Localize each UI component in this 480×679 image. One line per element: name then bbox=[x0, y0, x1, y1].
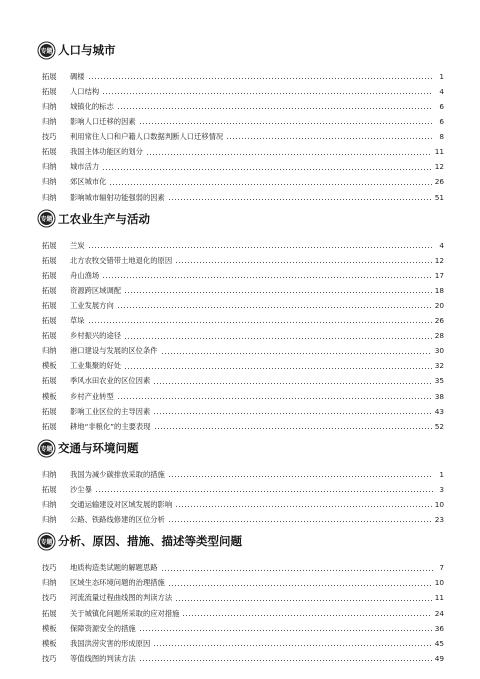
entry-page-number: 49 bbox=[434, 653, 444, 663]
toc-section-industry-agriculture bbox=[40, 209, 444, 430]
entry-page-number: 24 bbox=[434, 608, 444, 618]
entry-title: 兰炭 bbox=[70, 240, 85, 250]
entry-page-number: 3 bbox=[439, 484, 444, 494]
entry-title: 季风水田农业的区位因素 bbox=[70, 376, 151, 386]
toc-entry[interactable] bbox=[40, 80, 444, 95]
entry-page-number: 23 bbox=[434, 515, 444, 525]
toc-entry[interactable] bbox=[40, 370, 444, 385]
dot-leader bbox=[88, 322, 432, 323]
entry-title: 影响城市辐射功能强弱的因素 bbox=[70, 192, 165, 202]
entry-page-number: 7 bbox=[439, 563, 444, 573]
entry-title: 公路、铁路线修建的区位分析 bbox=[70, 515, 165, 525]
entry-title: 乡村产业转型 bbox=[70, 391, 114, 401]
entry-tag: 归纳 bbox=[42, 162, 57, 172]
entry-title: 人口结构 bbox=[70, 86, 100, 96]
entry-tag: 归纳 bbox=[42, 177, 57, 187]
entry-page-number: 43 bbox=[434, 406, 444, 416]
toc-entry[interactable] bbox=[40, 340, 444, 355]
entry-tag: 技巧 bbox=[42, 132, 57, 142]
dot-leader bbox=[175, 600, 432, 601]
entry-page-number: 4 bbox=[439, 86, 444, 96]
dot-leader bbox=[95, 491, 433, 492]
toc-entry[interactable] bbox=[40, 572, 444, 587]
entry-title: 影响人口迁移的因素 bbox=[70, 117, 136, 127]
entry-tag: 拓展 bbox=[42, 86, 57, 96]
entry-page-number: 38 bbox=[434, 391, 444, 401]
entry-page-number: 11 bbox=[434, 147, 444, 157]
entry-page-number: 10 bbox=[434, 578, 444, 588]
dot-leader bbox=[168, 476, 433, 477]
entry-title: 我国主体功能区的划分 bbox=[70, 147, 143, 157]
entry-title: 耕地“非粮化”的主要表现 bbox=[70, 421, 151, 431]
entry-title: 地质构造类试题的解题思路 bbox=[70, 563, 158, 573]
entry-page-number: 51 bbox=[434, 192, 444, 202]
entry-title: 北方农牧交错带土地退化的原因 bbox=[70, 255, 173, 265]
entry-tag: 拓展 bbox=[42, 285, 57, 295]
entry-tag: 技巧 bbox=[42, 593, 57, 603]
dot-leader bbox=[168, 521, 432, 522]
entry-page-number: 32 bbox=[434, 361, 444, 371]
toc-entry[interactable] bbox=[40, 186, 444, 201]
toc-entry[interactable] bbox=[40, 264, 444, 279]
dot-leader bbox=[139, 660, 432, 661]
entry-title: 城镇化的标志 bbox=[70, 101, 114, 111]
section-header bbox=[40, 40, 444, 60]
entry-title: 乡村振兴的途径 bbox=[70, 331, 122, 341]
dot-leader bbox=[175, 506, 432, 507]
dot-leader bbox=[226, 138, 433, 139]
entry-page-number: 18 bbox=[434, 285, 444, 295]
toc-entry[interactable] bbox=[40, 647, 444, 662]
entry-title: 工业发展方向 bbox=[70, 301, 114, 311]
toc-entry[interactable] bbox=[40, 65, 444, 80]
entry-page-number: 26 bbox=[434, 316, 444, 326]
toc-entry[interactable] bbox=[40, 617, 444, 632]
entry-title: 区域生态环境问题的治理措施 bbox=[70, 578, 165, 588]
dot-leader bbox=[175, 262, 432, 263]
dot-leader bbox=[168, 199, 432, 200]
toc-entry[interactable] bbox=[40, 324, 444, 339]
dot-leader bbox=[102, 169, 432, 170]
dot-leader bbox=[109, 184, 431, 185]
dot-leader bbox=[146, 154, 432, 155]
dot-leader bbox=[117, 108, 433, 109]
toc-entry[interactable] bbox=[40, 156, 444, 171]
toc-entry[interactable] bbox=[40, 110, 444, 125]
toc-entry[interactable] bbox=[40, 587, 444, 602]
entry-page-number: 28 bbox=[434, 331, 444, 341]
dot-leader bbox=[102, 277, 432, 278]
entry-title: 碉楼 bbox=[70, 71, 85, 81]
entry-title: 港口建设与发展的区位条件 bbox=[70, 346, 158, 356]
entry-page-number: 11 bbox=[434, 593, 444, 603]
entry-title: 工业集聚的好处 bbox=[70, 361, 122, 371]
entry-page-number: 36 bbox=[434, 623, 444, 633]
entry-page-number: 4 bbox=[439, 240, 444, 250]
toc-entry[interactable] bbox=[40, 95, 444, 110]
entry-page-number: 17 bbox=[434, 270, 444, 280]
entry-page-number: 12 bbox=[434, 162, 444, 172]
entry-page-number: 52 bbox=[434, 421, 444, 431]
entry-tag: 拓展 bbox=[42, 484, 57, 494]
dot-leader bbox=[168, 585, 432, 586]
dot-leader bbox=[88, 78, 433, 79]
toc-entry[interactable] bbox=[40, 249, 444, 264]
dot-leader bbox=[124, 292, 432, 293]
entry-tag: 拓展 bbox=[42, 331, 57, 341]
entry-tag: 拓展 bbox=[42, 270, 57, 280]
dot-leader bbox=[139, 123, 433, 124]
toc-entry[interactable] bbox=[40, 385, 444, 400]
entry-tag: 拓展 bbox=[42, 301, 57, 311]
entry-tag: 模板 bbox=[42, 638, 57, 648]
section-title: 人口与城市 bbox=[58, 43, 116, 57]
entry-title: 郊区城市化 bbox=[70, 177, 107, 187]
toc-entry[interactable] bbox=[40, 493, 444, 508]
dot-leader bbox=[161, 353, 432, 354]
entry-tag: 模板 bbox=[42, 623, 57, 633]
dot-leader bbox=[153, 645, 431, 646]
dot-leader bbox=[102, 93, 433, 94]
dot-leader bbox=[161, 570, 433, 571]
entry-tag: 拓展 bbox=[42, 316, 57, 326]
dot-leader bbox=[139, 630, 432, 631]
dot-leader bbox=[124, 338, 432, 339]
entry-tag: 模板 bbox=[42, 391, 57, 401]
toc-entry[interactable] bbox=[40, 478, 444, 493]
toc-entry[interactable] bbox=[40, 508, 444, 523]
entry-title: 我国洪涝灾害的形成原因 bbox=[70, 638, 151, 648]
entry-title: 草垛 bbox=[70, 316, 85, 326]
entry-title: 影响工业区位的主导因素 bbox=[70, 406, 151, 416]
entry-title: 城市活力 bbox=[70, 162, 100, 172]
topic-badge-icon: 专题 bbox=[40, 44, 53, 57]
dot-leader bbox=[182, 615, 431, 616]
topic-badge-icon: 专题 bbox=[40, 212, 53, 225]
entry-page-number: 8 bbox=[439, 132, 444, 142]
entry-tag: 拓展 bbox=[42, 376, 57, 386]
entry-tag: 模板 bbox=[42, 361, 57, 371]
toc-entry[interactable] bbox=[40, 463, 444, 478]
entry-title: 沙尘暴 bbox=[70, 484, 92, 494]
entry-page-number: 26 bbox=[434, 177, 444, 187]
dot-leader bbox=[154, 428, 432, 429]
toc-entry[interactable] bbox=[40, 355, 444, 370]
toc-entry[interactable] bbox=[40, 125, 444, 140]
entry-page-number: 6 bbox=[439, 117, 444, 127]
toc-entry[interactable] bbox=[40, 400, 444, 415]
dot-leader bbox=[117, 398, 432, 399]
section-title: 工农业生产与活动 bbox=[58, 211, 150, 226]
entry-page-number: 35 bbox=[434, 376, 444, 386]
section-header bbox=[40, 531, 444, 551]
entry-page-number: 20 bbox=[434, 301, 444, 311]
entry-tag: 归纳 bbox=[42, 500, 57, 510]
section-header bbox=[40, 438, 444, 458]
entry-tag: 拓展 bbox=[42, 421, 57, 431]
toc-section-population-cities bbox=[40, 40, 444, 201]
entry-tag: 拓展 bbox=[42, 608, 57, 618]
entry-page-number: 30 bbox=[434, 346, 444, 356]
entry-page-number: 6 bbox=[439, 101, 444, 111]
entry-tag: 拓展 bbox=[42, 71, 57, 81]
entry-tag: 拓展 bbox=[42, 240, 57, 250]
entry-title: 关于城镇化问题所采取的应对措施 bbox=[70, 608, 180, 618]
entry-title: 舟山渔场 bbox=[70, 270, 100, 280]
dot-leader bbox=[124, 368, 432, 369]
toc-entry[interactable] bbox=[40, 234, 444, 249]
toc-section-question-types bbox=[40, 531, 444, 662]
entry-title: 资源跨区域调配 bbox=[70, 285, 122, 295]
dot-leader bbox=[153, 383, 431, 384]
entry-page-number: 10 bbox=[434, 500, 444, 510]
entry-tag: 归纳 bbox=[42, 101, 57, 111]
toc-section-transport-environment bbox=[40, 438, 444, 523]
toc-entry[interactable] bbox=[40, 632, 444, 647]
toc-entry[interactable] bbox=[40, 294, 444, 309]
dot-leader bbox=[117, 307, 432, 308]
entry-title: 等值线图的判读方法 bbox=[70, 653, 136, 663]
section-title: 交通与环境问题 bbox=[58, 441, 139, 456]
entry-title: 交通运输建设对区域发展的影响 bbox=[70, 500, 173, 510]
toc-entry[interactable] bbox=[40, 556, 444, 571]
entry-tag: 归纳 bbox=[42, 117, 57, 127]
toc-entry[interactable] bbox=[40, 171, 444, 186]
entry-page-number: 1 bbox=[439, 469, 444, 479]
toc-entry[interactable] bbox=[40, 279, 444, 294]
entry-tag: 拓展 bbox=[42, 255, 57, 265]
section-header bbox=[40, 209, 444, 229]
topic-badge-icon: 专题 bbox=[40, 442, 53, 455]
topic-badge-icon: 专题 bbox=[40, 535, 53, 548]
entry-tag: 技巧 bbox=[42, 653, 57, 663]
toc-entry[interactable] bbox=[40, 140, 444, 155]
section-title: 分析、原因、措施、描述等类型问题 bbox=[58, 534, 242, 549]
entry-tag: 归纳 bbox=[42, 346, 57, 356]
entry-tag: 拓展 bbox=[42, 147, 57, 157]
entry-page-number: 1 bbox=[439, 71, 444, 81]
entry-title: 利用常住人口和户籍人口数据判断人口迁移情况 bbox=[70, 132, 224, 142]
entry-title: 保障资源安全的措施 bbox=[70, 623, 136, 633]
entry-tag: 技巧 bbox=[42, 563, 57, 573]
entry-tag: 归纳 bbox=[42, 192, 57, 202]
dot-leader bbox=[153, 413, 431, 414]
toc-entry[interactable] bbox=[40, 602, 444, 617]
entry-tag: 归纳 bbox=[42, 515, 57, 525]
entry-tag: 拓展 bbox=[42, 406, 57, 416]
entry-page-number: 45 bbox=[434, 638, 444, 648]
entry-title: 河流流量过程曲线图的判读方法 bbox=[70, 593, 173, 603]
entry-tag: 归纳 bbox=[42, 578, 57, 588]
dot-leader bbox=[88, 247, 433, 248]
entry-title: 我国为减少碳排放采取的措施 bbox=[70, 469, 165, 479]
entry-page-number: 12 bbox=[434, 255, 444, 265]
toc-entry[interactable] bbox=[40, 309, 444, 324]
entry-tag: 归纳 bbox=[42, 469, 57, 479]
toc-entry[interactable] bbox=[40, 415, 444, 430]
